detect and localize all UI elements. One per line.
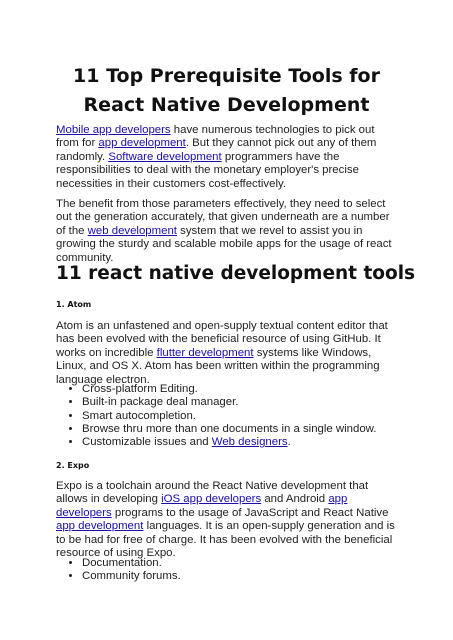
expo-text: languages. It is an open-supply generation and is to be had for free of charge. It has been evolved with the beneficial resource of using Expo. [56, 520, 395, 560]
link-software-development[interactable]: Software development [108, 150, 222, 163]
intro-text: programmers have the responsibilities to deal with the monetary employer's precise necessities in their customers cost-effectively. [56, 150, 359, 190]
intro-paragraph-1 [56, 124, 400, 191]
atom-paragraph [56, 320, 400, 387]
expo-paragraph [56, 480, 400, 560]
link-app-developers[interactable]: app developers [56, 493, 348, 519]
list-item: • Documentation. [82, 557, 426, 570]
page-title: 11 Top Prerequisite Tools for React Native Development [73, 65, 380, 116]
expo-feature-list [56, 557, 426, 584]
atom-feature-list [56, 383, 426, 449]
link-app-development[interactable]: app development [98, 137, 186, 150]
list-item: • Smart autocompletion. [82, 410, 426, 423]
expo-text: programs to the usage of JavaScript and React Native [111, 506, 389, 519]
link-mobile-app-developers[interactable]: Mobile app developers [56, 124, 171, 136]
list-item-text: Customizable issues and [82, 436, 212, 449]
expo-heading: 2. Expo [56, 461, 90, 470]
list-item: • Built-in package deal manager. [82, 396, 426, 409]
link-flutter-development[interactable]: flutter development [156, 346, 254, 359]
intro-text: system that we revel to assist you in growing the sturdy and scalable mobile apps for the usage of react community. [56, 224, 392, 264]
list-item [82, 436, 426, 449]
link-web-designers[interactable]: Web designers [211, 436, 288, 449]
section-heading: 11 react native development tools [56, 263, 416, 284]
list-item: • Community forums. [82, 570, 426, 583]
list-item: • Browse thru more than one documents in a single window. [82, 423, 426, 436]
list-item: • Cross-platform Editing. [82, 383, 426, 396]
list-item-text: . [287, 436, 291, 449]
expo-text: Expo is a toolchain around the React Native development that allows in developing [56, 480, 369, 506]
link-app-development-2[interactable]: app development [56, 520, 144, 533]
intro-text: . But they cannot pick out any of them randomly. [56, 137, 377, 163]
intro-text: The benefit from those parameters effectively, they need to select out the generation accurately, that given underneath are a number of the [56, 198, 390, 237]
intro-text: have numerous technologies to pick out from for [56, 124, 375, 150]
link-ios-app-developers[interactable]: iOS app developers [161, 493, 262, 506]
atom-text: systems like Windows, Linux, and OS X. Atom has been written within the programming language electron. [56, 346, 380, 386]
expo-text: and Android [261, 493, 329, 506]
atom-text: Atom is an unfastened and open-supply textual content editor that has been evolved with the beneficial resource of using GitHub. It works on incredible [56, 320, 388, 359]
intro-paragraph-2 [56, 198, 400, 265]
link-web-development[interactable]: web development [87, 224, 177, 237]
atom-heading: 1. Atom [56, 300, 92, 309]
